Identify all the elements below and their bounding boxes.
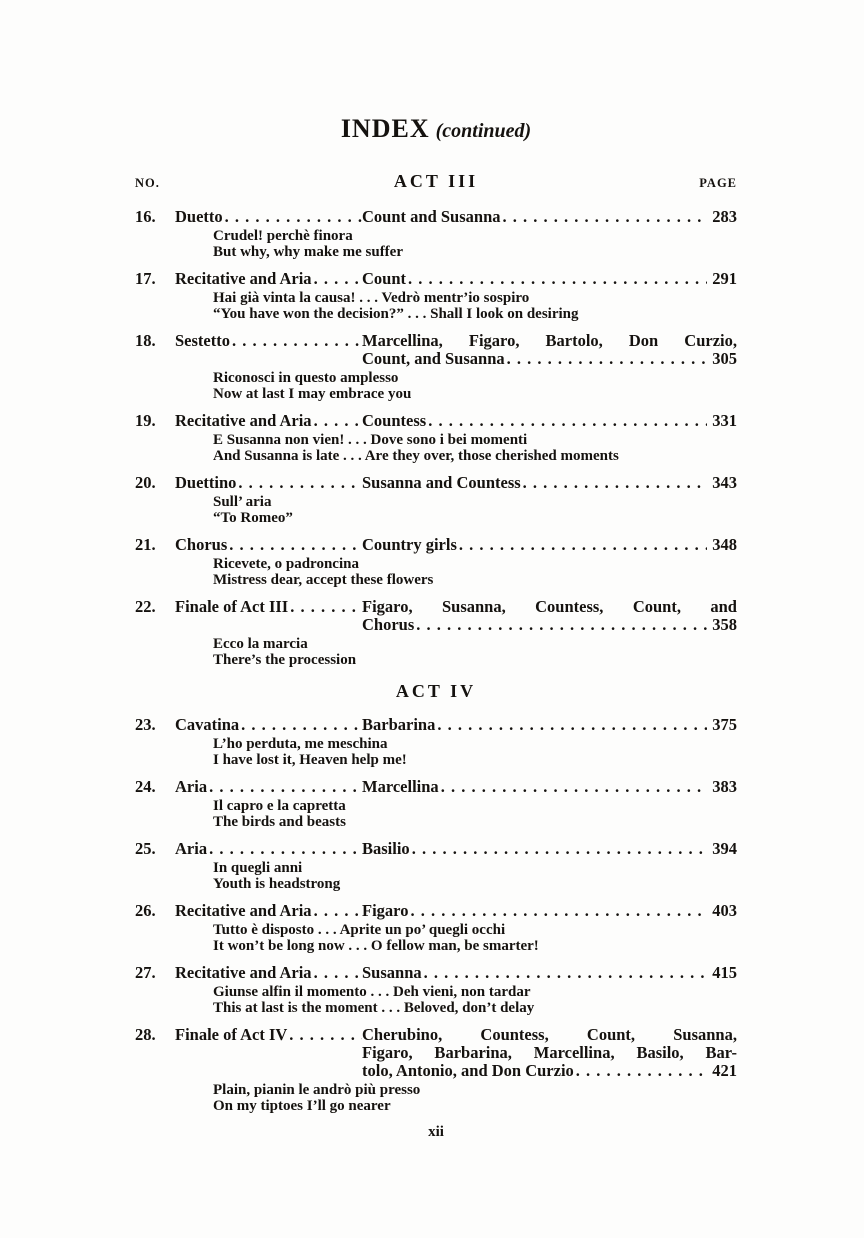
entry-title-cell	[175, 474, 362, 492]
performer-text: Count, and Susanna	[362, 349, 505, 368]
index-entry	[135, 964, 737, 1016]
performer-line	[362, 536, 737, 554]
entry-title-cell	[175, 332, 362, 350]
entry-main-line	[135, 1026, 737, 1080]
entry-title-cell	[175, 598, 362, 616]
leader-dots	[505, 350, 708, 368]
entry-subtitles	[213, 228, 737, 260]
page-title-text: INDEX	[340, 114, 430, 143]
performer-text: Susanna and Countess	[362, 473, 521, 492]
leader-dots	[312, 412, 362, 430]
entry-main-line	[135, 412, 737, 430]
index-entry	[135, 598, 737, 668]
entry-title: Sestetto	[175, 332, 230, 350]
performer-text: Count and Susanna	[362, 207, 501, 226]
subtitle-italian: In quegli anni	[213, 860, 303, 876]
subtitle-italian: E Susanna non vien! . . . Dove sono i bei momenti	[213, 432, 528, 448]
page-title-suffix: (continued)	[435, 120, 532, 142]
index-entry	[135, 208, 737, 260]
index-body	[135, 172, 737, 1114]
col-page-label: PAGE	[699, 176, 737, 190]
subtitle-english: “You have won the decision?” . . . Shall I look on desiring	[213, 306, 579, 322]
col-no-label: NO.	[135, 176, 160, 190]
entry-title: Recitative and Aria	[175, 270, 312, 288]
subtitle-italian: Tutto è disposto . . . Aprite un po’ quegli occhi	[213, 922, 506, 938]
subtitle-italian: Il capro e la capretta	[213, 798, 346, 814]
entry-title-cell	[175, 1026, 362, 1044]
leader-dots	[410, 840, 708, 858]
leader-dots	[227, 536, 362, 554]
act-header-row	[135, 172, 737, 192]
leader-dots	[207, 840, 362, 858]
performer-line: Marcellina, Figaro, Bartolo, Don Curzio,	[362, 331, 737, 350]
subtitle-italian: Ecco la marcia	[213, 636, 308, 652]
performer-text: Basilio	[362, 839, 410, 858]
entry-title-cell	[175, 964, 362, 982]
performer-line	[362, 270, 737, 288]
performer-text: Chorus	[362, 615, 415, 634]
entry-subtitles	[213, 922, 737, 954]
entry-page-number: 394	[712, 839, 737, 858]
performer-line	[362, 1062, 737, 1080]
subtitle-english: But why, why make me suffer	[213, 244, 403, 260]
subtitle-english: Youth is headstrong	[213, 876, 341, 892]
entry-subtitles	[213, 860, 737, 892]
act-section	[135, 172, 737, 668]
entry-performers	[362, 778, 737, 796]
subtitle-italian: Plain, pianin le andrò più presso	[213, 1082, 421, 1098]
entry-title: Duettino	[175, 474, 237, 492]
subtitle-english: Now at last I may embrace you	[213, 386, 412, 402]
index-entry	[135, 1026, 737, 1114]
entry-subtitles	[213, 432, 737, 464]
entry-subtitles	[213, 798, 737, 830]
entry-main-line	[135, 902, 737, 920]
index-entry	[135, 474, 737, 526]
index-entry	[135, 840, 737, 892]
entry-main-line	[135, 716, 737, 734]
leader-dots	[435, 716, 707, 734]
subtitle-english: Mistress dear, accept these flowers	[213, 572, 434, 588]
leader-dots	[312, 902, 362, 920]
subtitle-italian: Sull’ aria	[213, 494, 272, 510]
entry-subtitles	[213, 556, 737, 588]
entry-number: 17.	[135, 269, 156, 288]
leader-dots	[230, 332, 362, 350]
leader-dots	[457, 536, 707, 554]
performer-line	[362, 840, 737, 858]
entry-number: 16.	[135, 207, 156, 226]
performer-text: Countess	[362, 411, 427, 430]
entry-number: 18.	[135, 331, 156, 350]
subtitle-italian: Riconosci in questo amplesso	[213, 370, 399, 386]
entry-number: 20.	[135, 473, 156, 492]
subtitle-english: I have lost it, Heaven help me!	[213, 752, 407, 768]
leader-dots	[312, 270, 362, 288]
leader-dots	[406, 270, 707, 288]
performer-text: Figaro	[362, 901, 409, 920]
entry-page-number: 375	[712, 715, 737, 734]
entry-performers	[362, 598, 737, 634]
footer-page-number: xii	[428, 1124, 444, 1140]
leader-dots	[287, 1026, 362, 1044]
leader-dots	[223, 208, 362, 226]
entry-subtitles	[213, 636, 737, 668]
entry-page-number: 348	[712, 535, 737, 554]
performer-text: Marcellina	[362, 777, 439, 796]
entry-number: 19.	[135, 411, 156, 430]
leader-dots	[207, 778, 362, 796]
subtitle-italian: Crudel! perchè finora	[213, 228, 353, 244]
entry-main-line	[135, 270, 737, 288]
page-title	[135, 114, 737, 146]
entry-main-line	[135, 778, 737, 796]
performer-line	[362, 616, 737, 634]
entry-subtitles	[213, 494, 737, 526]
performer-text: Barbarina	[362, 715, 436, 734]
entry-main-line	[135, 598, 737, 634]
leader-dots	[288, 598, 362, 616]
entry-title: Finale of Act IV	[175, 1026, 288, 1044]
entry-number: 26.	[135, 901, 156, 920]
entry-performers	[362, 964, 737, 982]
entry-page-number: 383	[712, 777, 737, 796]
entry-number: 23.	[135, 715, 156, 734]
entry-page-number: 331	[712, 411, 737, 430]
entry-title: Aria	[175, 778, 208, 796]
performer-text: Count	[362, 269, 407, 288]
performer-line: Cherubino, Countess, Count, Susanna,	[362, 1025, 737, 1044]
entry-number: 25.	[135, 839, 156, 858]
entry-subtitles	[213, 984, 737, 1016]
leader-dots	[521, 474, 708, 492]
subtitle-italian: Ricevete, o padroncina	[213, 556, 359, 572]
entry-main-line	[135, 840, 737, 858]
entry-performers	[362, 840, 737, 858]
performer-line	[362, 964, 737, 982]
entry-title-cell	[175, 270, 362, 288]
subtitle-english: This at last is the moment . . . Beloved, don’t delay	[213, 1000, 535, 1016]
subtitle-english: There’s the procession	[213, 652, 357, 668]
entry-main-line	[135, 964, 737, 982]
index-entry	[135, 716, 737, 768]
subtitle-italian: Giunse alfin il momento . . . Deh vieni, non tardar	[213, 984, 531, 1000]
performer-line	[362, 208, 737, 226]
performer-line	[362, 778, 737, 796]
entry-title: Recitative and Aria	[175, 412, 312, 430]
entry-page-number: 283	[712, 207, 737, 226]
subtitle-english: On my tiptoes I’ll go nearer	[213, 1098, 391, 1114]
entry-performers	[362, 1026, 737, 1080]
entry-main-line	[135, 208, 737, 226]
leader-dots	[426, 412, 707, 430]
entry-performers	[362, 412, 737, 430]
entry-page-number: 415	[712, 963, 737, 982]
entry-performers	[362, 536, 737, 554]
leader-dots	[574, 1062, 707, 1080]
entry-main-line	[135, 536, 737, 554]
entry-number: 28.	[135, 1025, 156, 1044]
leader-dots	[312, 964, 362, 982]
act-header-row	[135, 682, 737, 700]
performer-line	[362, 474, 737, 492]
subtitle-english: The birds and beasts	[213, 814, 346, 830]
index-entry	[135, 902, 737, 954]
entry-title: Aria	[175, 840, 208, 858]
entry-page-number: 305	[712, 349, 737, 368]
leader-dots	[414, 616, 707, 634]
entry-title-cell	[175, 902, 362, 920]
entry-title-cell	[175, 840, 362, 858]
entry-subtitles	[213, 1082, 737, 1114]
leader-dots	[439, 778, 708, 796]
entry-main-line	[135, 474, 737, 492]
performer-line	[362, 902, 737, 920]
entry-number: 24.	[135, 777, 156, 796]
entry-performers	[362, 208, 737, 226]
act-heading: ACT III	[393, 171, 479, 191]
subtitle-english: It won’t be long now . . . O fellow man, be smarter!	[213, 938, 539, 954]
entry-title: Chorus	[175, 536, 228, 554]
entry-title-cell	[175, 208, 362, 226]
leader-dots	[501, 208, 708, 226]
entry-page-number: 358	[712, 615, 737, 634]
subtitle-english: “To Romeo”	[213, 510, 293, 526]
index-entry	[135, 412, 737, 464]
entry-subtitles	[213, 736, 737, 768]
performer-text: Susanna	[362, 963, 422, 982]
performer-line: Figaro, Barbarina, Marcellina, Basilo, Bar-	[362, 1043, 737, 1062]
leader-dots	[239, 716, 362, 734]
entry-title-cell	[175, 536, 362, 554]
entry-title-cell	[175, 778, 362, 796]
performer-line: Figaro, Susanna, Countess, Count, and	[362, 597, 737, 616]
index-entry	[135, 270, 737, 322]
performer-line	[362, 716, 737, 734]
entry-title-cell	[175, 716, 362, 734]
performer-line	[362, 412, 737, 430]
entry-performers	[362, 332, 737, 368]
entry-page-number: 343	[712, 473, 737, 492]
entry-performers	[362, 474, 737, 492]
entry-performers	[362, 902, 737, 920]
performer-line	[362, 350, 737, 368]
entry-title-cell	[175, 412, 362, 430]
performer-text: Country girls	[362, 535, 457, 554]
entry-performers	[362, 716, 737, 734]
subtitle-italian: Hai già vinta la causa! . . . Vedrò mentr’io sospiro	[213, 290, 530, 306]
entry-main-line	[135, 332, 737, 368]
leader-dots	[408, 902, 707, 920]
index-entry	[135, 778, 737, 830]
entry-page-number: 291	[712, 269, 737, 288]
subtitle-italian: L’ho perduta, me meschina	[213, 736, 388, 752]
entry-number: 21.	[135, 535, 156, 554]
subtitle-english: And Susanna is late . . . Are they over, those cherished moments	[213, 448, 619, 464]
index-entry	[135, 332, 737, 402]
index-entry	[135, 536, 737, 588]
entry-performers	[362, 270, 737, 288]
entry-number: 27.	[135, 963, 156, 982]
entry-title: Finale of Act III	[175, 598, 289, 616]
entry-title: Recitative and Aria	[175, 964, 312, 982]
entry-number: 22.	[135, 597, 156, 616]
entry-title: Cavatina	[175, 716, 240, 734]
entry-page-number: 421	[712, 1061, 737, 1080]
entry-subtitles	[213, 290, 737, 322]
entry-page-number: 403	[712, 901, 737, 920]
entry-subtitles	[213, 370, 737, 402]
performer-text: tolo, Antonio, and Don Curzio	[362, 1061, 574, 1080]
leader-dots	[422, 964, 708, 982]
entry-title: Recitative and Aria	[175, 902, 312, 920]
act-section	[135, 682, 737, 1114]
act-heading: ACT IV	[395, 681, 477, 701]
entry-title: Duetto	[175, 208, 223, 226]
leader-dots	[236, 474, 362, 492]
